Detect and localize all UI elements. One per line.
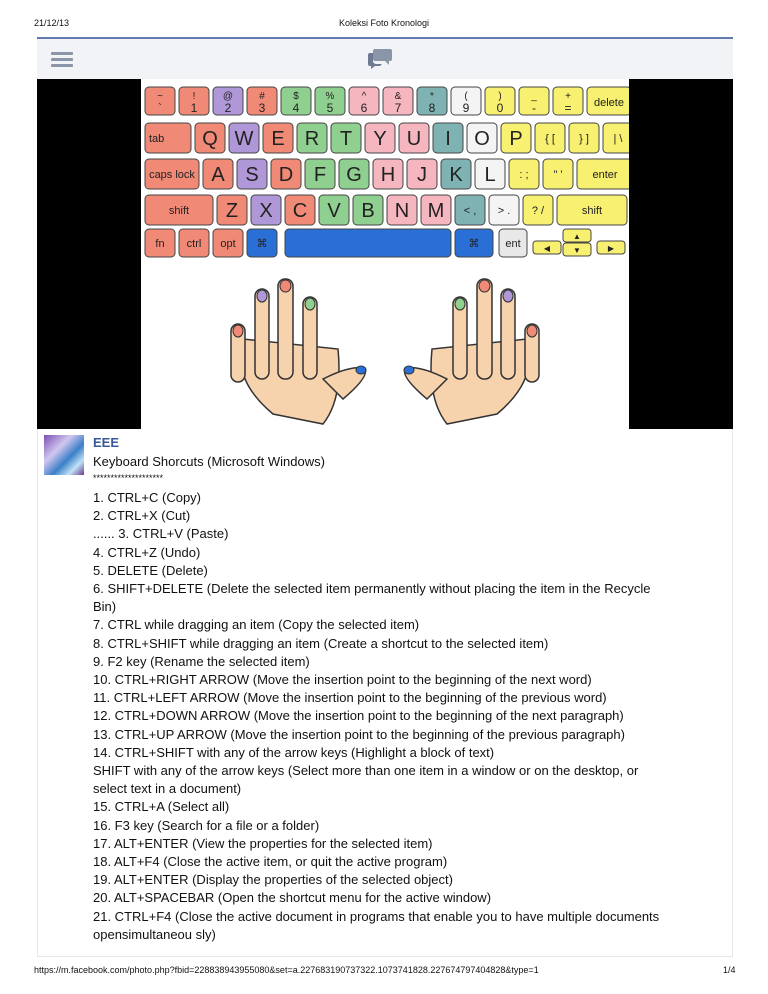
key-R-label: R <box>304 128 320 151</box>
list-item: 12. CTRL+DOWN ARROW (Move the insertion point to the beginning of the next paragraph) <box>93 708 624 724</box>
key-4 <box>281 87 311 115</box>
key-row5-6 <box>499 229 527 257</box>
key-B-label: B <box>361 200 375 223</box>
post <box>37 429 733 957</box>
key-row5-4 <box>285 229 451 257</box>
arrow-key-icon <box>563 243 591 256</box>
key->.-label: > . <box>497 204 511 217</box>
list-item: select text in a document) <box>93 781 242 797</box>
menu-icon[interactable] <box>51 52 73 68</box>
key-U-label: U <box>406 128 422 151</box>
list-item: 8. CTRL+SHIFT while dragging an item (Create a shortcut to the selected item) <box>93 635 549 651</box>
key-<,-label: < , <box>463 204 477 217</box>
key-capslock <box>145 159 199 189</box>
key-L <box>475 159 505 189</box>
key-F-label: F <box>313 164 327 187</box>
key-base-label: 7 <box>394 101 402 115</box>
key-capslock-label: caps lock <box>149 168 195 181</box>
key-E <box>263 123 293 153</box>
avatar[interactable] <box>44 435 84 475</box>
key-7 <box>383 87 413 115</box>
post-title: Keyboard Shorcuts (Microsoft Windows) <box>93 454 325 469</box>
key-?/ <box>523 195 553 225</box>
key-R <box>297 123 327 153</box>
key-I-label: I <box>445 128 451 151</box>
key-shift <box>557 195 627 225</box>
key-shift-label: _ <box>531 91 537 102</box>
key-E-label: E <box>271 128 285 151</box>
key-H <box>373 159 403 189</box>
right-hand-icon <box>404 279 539 424</box>
key-L-label: L <box>484 164 496 187</box>
key-M <box>421 195 451 225</box>
keyboard-illustration <box>141 79 629 429</box>
list-item: 2. CTRL+X (Cut) <box>93 508 191 524</box>
key-Z-label: Z <box>225 200 239 223</box>
key-<, <box>455 195 485 225</box>
key-I <box>433 123 463 153</box>
key-K <box>441 159 471 189</box>
key-base-label: 8 <box>428 101 436 115</box>
key-S <box>237 159 267 189</box>
key-base-label: 9 <box>462 101 470 115</box>
key-base-label: 1 <box>190 101 198 115</box>
key-O-label: O <box>474 128 490 151</box>
key-N-label: N <box>394 200 410 223</box>
shortcut-list <box>93 489 728 944</box>
key-6 <box>349 87 379 115</box>
key-Q <box>195 123 225 153</box>
key-shift-label: ^ <box>361 91 367 102</box>
key-shift-label: # <box>259 91 265 102</box>
list-item: 14. CTRL+SHIFT with any of the arrow keys (Highlight a block of text) <box>93 744 495 760</box>
key-3 <box>247 87 277 115</box>
key-"' <box>543 159 573 189</box>
list-item: 17. ALT+ENTER (View the properties for the selected item) <box>93 835 433 851</box>
key-W-label: W <box>234 128 254 151</box>
print-header <box>0 0 768 36</box>
key-shift <box>145 195 213 225</box>
key-G <box>339 159 369 189</box>
svg-text:◀: ◀ <box>543 244 551 253</box>
key-S-label: S <box>245 164 259 187</box>
key-base-label: 6 <box>360 101 368 115</box>
print-title: Koleksi Foto Kronologi <box>338 18 430 28</box>
key-V-label: V <box>327 200 341 223</box>
key-base-label: 5 <box>326 101 334 115</box>
list-item: 4. CTRL+Z (Undo) <box>93 544 201 560</box>
key-shift-label: ) <box>498 91 502 102</box>
key-:;-label: : ; <box>519 168 529 181</box>
key-:; <box>509 159 539 189</box>
key-C <box>285 195 315 225</box>
key-row5-0 <box>145 229 175 257</box>
key-base-label: ` <box>158 101 162 115</box>
key-shift-label: ! <box>192 91 196 102</box>
key-- <box>519 87 549 115</box>
key-?/-label: ? / <box>531 204 545 217</box>
key-B <box>353 195 383 225</box>
key-V <box>319 195 349 225</box>
key-1 <box>179 87 209 115</box>
key-base-label: = <box>564 101 572 115</box>
key-= <box>553 87 583 115</box>
key-K-label: K <box>449 164 463 187</box>
key-H-label: H <box>380 164 396 187</box>
key-P-label: P <box>509 128 523 151</box>
photo-viewer[interactable] <box>37 79 733 429</box>
key-shift-label: & <box>394 91 402 102</box>
list-item: 9. F2 key (Rename the selected item) <box>93 653 310 669</box>
keyboard-photo <box>141 79 629 429</box>
svg-text:▶: ▶ <box>607 244 615 253</box>
key-row5-5 <box>455 229 493 257</box>
list-item: ...... 3. CTRL+V (Paste) <box>93 526 229 542</box>
key-A-label: A <box>211 164 225 187</box>
key-"'-label: " ' <box>553 168 563 181</box>
key-D-label: D <box>278 164 294 187</box>
key-T <box>331 123 361 153</box>
key-row5-1-label: ctrl <box>186 237 202 250</box>
arrow-key-icon <box>563 229 591 242</box>
list-item: 19. ALT+ENTER (Display the properties of the selected object) <box>93 872 453 888</box>
key-X-label: X <box>259 200 273 223</box>
key-G-label: G <box>346 164 362 187</box>
key-row5-2 <box>213 229 243 257</box>
list-item: opensimultaneou sly) <box>93 926 216 942</box>
key-row5-5-label: ⌘ <box>468 237 480 250</box>
svg-text:▲: ▲ <box>573 232 581 241</box>
key-9 <box>451 87 481 115</box>
left-hand-icon <box>231 279 366 424</box>
key-W <box>229 123 259 153</box>
list-item: 10. CTRL+RIGHT ARROW (Move the insertion point to the beginning of the next word) <box>93 672 592 688</box>
arrow-key-icon <box>597 241 625 254</box>
chat-bubbles-icon[interactable] <box>367 47 393 69</box>
key-T-label: T <box>339 128 353 151</box>
key-row5-1 <box>179 229 209 257</box>
list-item: 20. ALT+SPACEBAR (Open the shortcut menu for the active window) <box>93 890 492 906</box>
mobile-topbar <box>37 37 733 79</box>
key-` <box>145 87 175 115</box>
list-item: Bin) <box>93 599 117 615</box>
post-author[interactable]: EEE <box>93 435 120 450</box>
list-item: 6. SHIFT+DELETE (Delete the selected item permanently without placing the item in the Recycle <box>93 581 651 597</box>
key-Q-label: Q <box>202 128 218 151</box>
key-base-label: 3 <box>258 101 266 115</box>
key-5 <box>315 87 345 115</box>
svg-text:▼: ▼ <box>573 246 581 255</box>
key-shift-label: * <box>430 91 434 102</box>
key-shift-label: shift <box>581 204 603 217</box>
key-row5-0-label: fn <box>155 237 165 250</box>
list-item: 18. ALT+F4 (Close the active item, or quit the active program) <box>93 854 448 870</box>
key-J-label: J <box>417 164 427 187</box>
key-Y <box>365 123 395 153</box>
key-tab <box>145 123 191 153</box>
key-shift-label: ( <box>464 91 468 102</box>
key-C-label: C <box>292 200 308 223</box>
key-tab-label: tab <box>149 132 165 145</box>
key-row5-6-label: ent <box>505 237 521 250</box>
key-}] <box>569 123 599 153</box>
list-item: 15. CTRL+A (Select all) <box>93 799 230 815</box>
list-item: 21. CTRL+F4 (Close the active document in programs that enable you to have multiple documents <box>93 908 660 924</box>
key-shift-label: % <box>325 91 335 102</box>
key-}]-label: } ] <box>579 132 589 145</box>
key-label: delete <box>594 97 624 109</box>
list-item: 11. CTRL+LEFT ARROW (Move the insertion point to the beginning of the previous word) <box>93 690 607 706</box>
key-X <box>251 195 281 225</box>
key-U <box>399 123 429 153</box>
key-base-label: 2 <box>224 101 232 115</box>
key-{[ <box>535 123 565 153</box>
key-M-label: M <box>427 200 445 223</box>
list-item: 1. CTRL+C (Copy) <box>93 490 201 505</box>
arrow-key-icon <box>533 241 561 254</box>
key-shift-label: @ <box>222 91 234 102</box>
key-Y-label: Y <box>373 128 387 151</box>
key-P <box>501 123 531 153</box>
key-0 <box>485 87 515 115</box>
key-base-label: 0 <box>496 101 504 115</box>
print-url: https://m.facebook.com/photo.php?fbid=228838943955080&set=a.227683190737322.1073741828.227674797404828&type=1 <box>34 965 539 975</box>
key-enter-label: enter <box>592 168 618 181</box>
key-D <box>271 159 301 189</box>
key-|\-label: | \ <box>613 132 623 145</box>
key-{[-label: { [ <box>545 132 555 145</box>
key-base-label: 4 <box>292 101 300 115</box>
list-item: SHIFT with any of the arrow keys (Select more than one item in a window or on the desktop, or <box>93 763 639 779</box>
list-item: 5. DELETE (Delete) <box>93 562 208 578</box>
key-row5-2-label: opt <box>220 237 236 250</box>
key-O <box>467 123 497 153</box>
list-item: 16. F3 key (Search for a file or a folder) <box>93 817 320 833</box>
key-2 <box>213 87 243 115</box>
key-Z <box>217 195 247 225</box>
key-J <box>407 159 437 189</box>
key-row5-3-label: ⌘ <box>256 237 268 250</box>
key-F <box>305 159 335 189</box>
list-item: 13. CTRL+UP ARROW (Move the insertion point to the beginning of the previous paragraph) <box>93 726 625 742</box>
key-|\ <box>603 123 629 153</box>
key-enter <box>577 159 629 189</box>
key-delete <box>587 87 629 115</box>
key-shift-label: shift <box>168 204 190 217</box>
print-date: 21/12/13 <box>34 18 70 28</box>
key-N <box>387 195 417 225</box>
page-number: 1/4 <box>723 965 736 975</box>
key-shift-label: ~ <box>157 91 163 102</box>
key->. <box>489 195 519 225</box>
list-item: 7. CTRL while dragging an item (Copy the selected item) <box>93 617 420 633</box>
key-A <box>203 159 233 189</box>
key-shift-label: $ <box>293 91 299 102</box>
key-row5-3 <box>247 229 277 257</box>
key-8 <box>417 87 447 115</box>
key-base-label: - <box>532 101 536 115</box>
key-shift-label: + <box>565 91 571 102</box>
post-separator: ******************** <box>93 473 164 483</box>
